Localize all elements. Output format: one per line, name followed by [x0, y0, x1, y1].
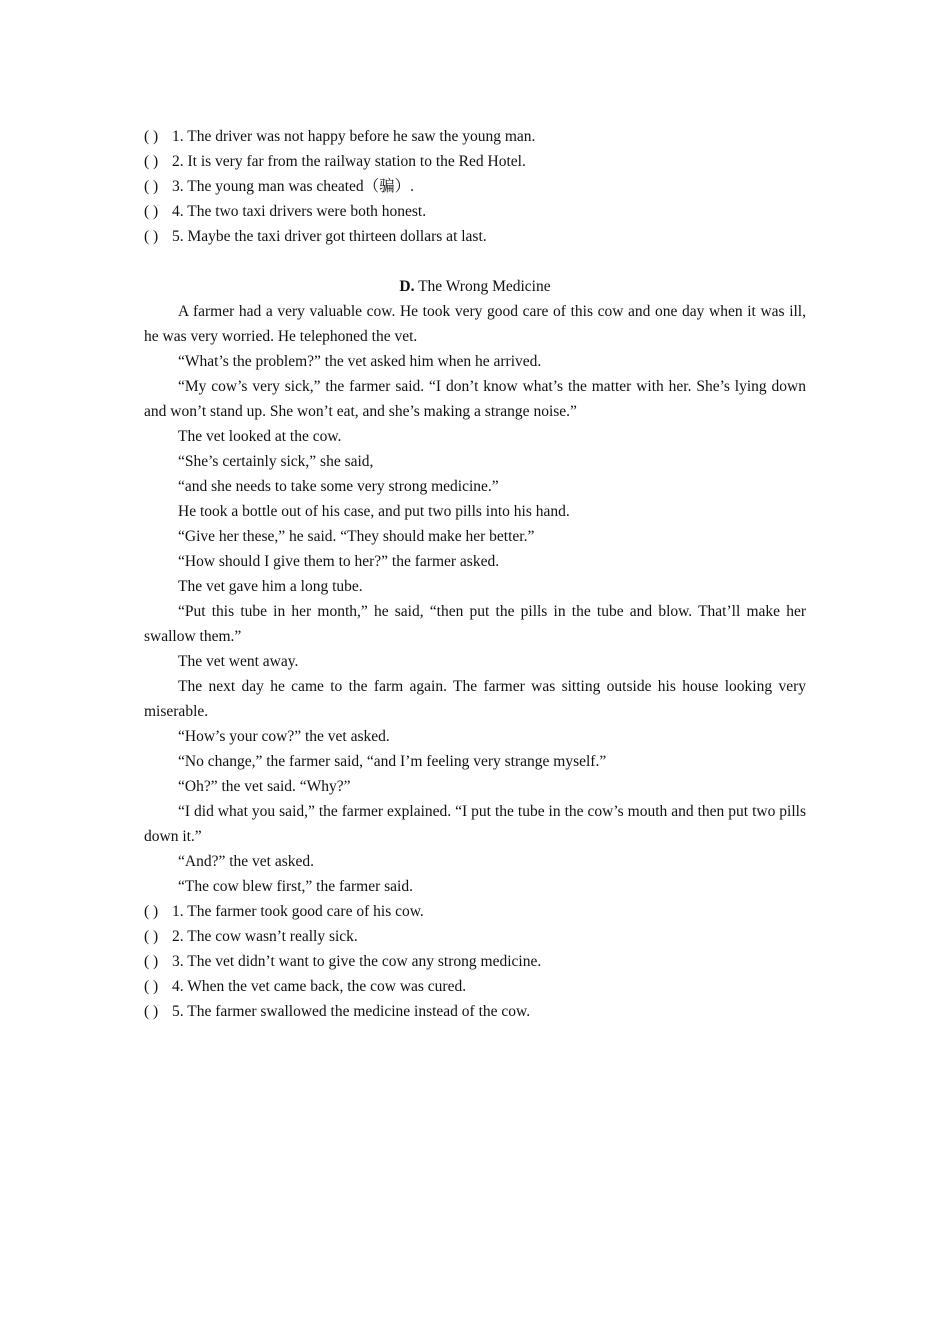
- story-paragraph: “What’s the problem?” the vet asked him when he arrived.: [178, 353, 542, 370]
- answer-blank: ( ): [144, 903, 159, 920]
- answer-blank: ( ): [144, 128, 159, 145]
- question-text: 5. Maybe the taxi driver got thirteen dollars at last.: [172, 228, 487, 245]
- story-paragraph: The vet went away.: [178, 653, 299, 670]
- section-spacer: [144, 249, 806, 274]
- question-text: 2. The cow wasn’t really sick.: [172, 928, 358, 945]
- answer-blank: ( ): [144, 953, 159, 970]
- question-item: [144, 149, 806, 174]
- question-item: [144, 174, 806, 199]
- story-paragraph: “She’s certainly sick,” she said,: [178, 453, 374, 470]
- story-paragraph: The vet looked at the cow.: [178, 428, 342, 445]
- answer-blank: ( ): [144, 228, 159, 245]
- answer-blank: ( ): [144, 928, 159, 945]
- document-page: [144, 124, 806, 1024]
- answer-blank: ( ): [144, 178, 159, 195]
- story-paragraph: “My cow’s very sick,” the farmer said. “I don’t know what’s the matter with her. She’s lying down and won’t stand up. She won’t eat, and she’s making a strange noise.”: [144, 378, 806, 420]
- story-paragraph: A farmer had a very valuable cow. He took very good care of this cow and one day when it was ill, he was very worried. He telephoned the vet.: [144, 303, 806, 345]
- section-d-heading: [144, 274, 806, 299]
- question-text: 4. When the vet came back, the cow was cured.: [172, 978, 467, 995]
- story-paragraph: “How’s your cow?” the vet asked.: [178, 728, 390, 745]
- question-text: 1. The driver was not happy before he saw the young man.: [172, 128, 536, 145]
- story-paragraph: “and she needs to take some very strong medicine.”: [178, 478, 499, 495]
- question-text: 3. The vet didn’t want to give the cow any strong medicine.: [172, 953, 542, 970]
- answer-blank: ( ): [144, 978, 159, 995]
- question-item: [144, 924, 806, 949]
- section-d-title: The Wrong Medicine: [418, 278, 551, 295]
- story-paragraph: “Give her these,” he said. “They should make her better.”: [178, 528, 535, 545]
- answer-blank: ( ): [144, 153, 159, 170]
- answer-blank: ( ): [144, 203, 159, 220]
- story-paragraph: He took a bottle out of his case, and put two pills into his hand.: [178, 503, 570, 520]
- section-c-questions: [144, 124, 806, 249]
- question-text: 4. The two taxi drivers were both honest.: [172, 203, 427, 220]
- story-paragraph: “No change,” the farmer said, “and I’m feeling very strange myself.”: [178, 753, 607, 770]
- story-paragraph: The next day he came to the farm again. The farmer was sitting outside his house looking very miserable.: [144, 678, 806, 720]
- question-text: 2. It is very far from the railway station to the Red Hotel.: [172, 153, 526, 170]
- story-text: [144, 299, 806, 899]
- question-item: [144, 199, 806, 224]
- story-paragraph: “Put this tube in her month,” he said, “then put the pills in the tube and blow. That’ll make her swallow them.”: [144, 603, 806, 645]
- question-text: 3. The young man was cheated（骗）.: [172, 178, 415, 195]
- question-item: [144, 949, 806, 974]
- story-paragraph: The vet gave him a long tube.: [178, 578, 363, 595]
- question-item: [144, 124, 806, 149]
- question-text: 5. The farmer swallowed the medicine instead of the cow.: [172, 1003, 531, 1020]
- story-paragraph: “I did what you said,” the farmer explained. “I put the tube in the cow’s mouth and then put two pills down it.”: [144, 803, 806, 845]
- story-paragraph: “Oh?” the vet said. “Why?”: [178, 778, 351, 795]
- story-paragraph: “How should I give them to her?” the farmer asked.: [178, 553, 500, 570]
- answer-blank: ( ): [144, 1003, 159, 1020]
- question-item: [144, 899, 806, 924]
- section-d-questions: [144, 899, 806, 1024]
- story-paragraph: “The cow blew first,” the farmer said.: [178, 878, 413, 895]
- story-paragraph: “And?” the vet asked.: [178, 853, 314, 870]
- question-text: 1. The farmer took good care of his cow.: [172, 903, 424, 920]
- question-item: [144, 224, 806, 249]
- section-d-label: D.: [399, 278, 415, 295]
- question-item: [144, 974, 806, 999]
- question-item: [144, 999, 806, 1024]
